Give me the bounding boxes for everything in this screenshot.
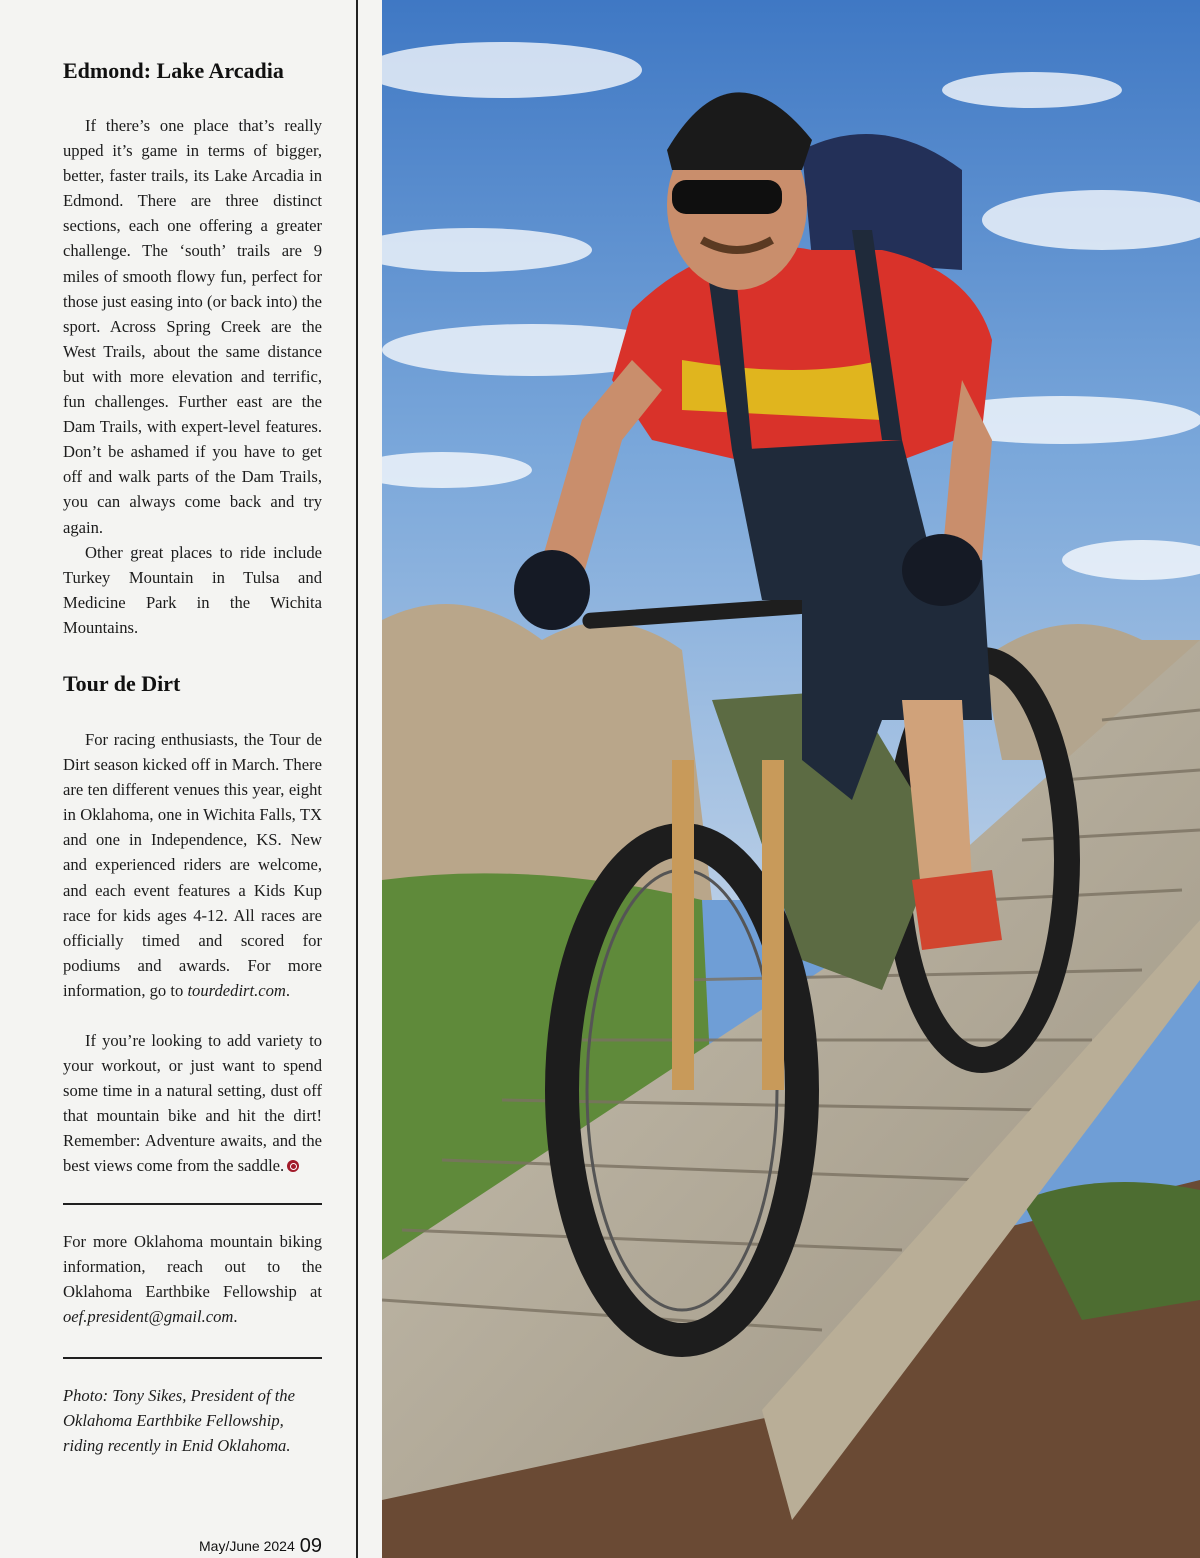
issue-date: May/June 2024 [199, 1538, 295, 1554]
column-divider [356, 0, 358, 1558]
cyclist-photo [382, 0, 1200, 1558]
info-paragraph: For more Oklahoma mountain biking information, reach out to the Oklahoma Earthbike Fellowship at oef.president@gmail.com. [63, 1231, 322, 1326]
email-link[interactable]: oef.president@gmail.com [63, 1306, 234, 1326]
heading-lake-arcadia: Edmond: Lake Arcadia [63, 58, 284, 83]
cyclist-illustration [382, 0, 1200, 1558]
end-of-article-mark-icon [287, 1160, 299, 1172]
paragraph-lake-arcadia: If there’s one place that’s really upped it’s game in terms of bigger, better, faster trails, its Lake Arcadia in Edmond. There are three distinct sections, each one offering a greater challenge. The ‘south’ trails are 9 miles of smooth flowy fun, perfect for those just easing into (or back into) the sport. Across Spring Creek are the West Trails, about the same distance but with more elevation and terrific, fun challenges. Further east are the Dam Trails, with expert-level features. Don’t be ashamed if you have to get off and walk parts of the Dam Trails, you can always come back and try again. [63, 116, 322, 537]
tour-de-dirt-link[interactable]: tourdedirt.com [187, 980, 286, 1000]
page-number: 09 [299, 1535, 322, 1557]
page-footer [120, 1536, 322, 1556]
paragraph-conclusion: If you’re looking to add variety to your workout, or just want to spend some time in a natural setting, dust off that mountain bike and hit the dirt! Remember: Adventure awaits, and the best views come from the saddle. [63, 1031, 322, 1176]
paragraph-tour-de-dirt: For racing enthusiasts, the Tour de Dirt season kicked off in March. There are ten different venues this year, eight in Oklahoma, one in Wichita Falls, TX and one in Independence, KS. New and experienced riders are welcome, and each event features a Kids Kup race for kids ages 4-12. All races are officially timed and scored for podiums and awards. For more information, go to tourdedirt.com. [63, 729, 322, 1000]
paragraph-other-places: Other great places to ride include Turkey Mountain in Tulsa and Medicine Park in the Wichita Mountains. [63, 542, 322, 637]
heading-tour-de-dirt: Tour de Dirt [63, 670, 181, 696]
photo-caption: Photo: Tony Sikes, President of the Oklahoma Earthbike Fellowship, riding recently in Enid Oklahoma. [63, 1385, 295, 1456]
text-column [63, 56, 322, 1458]
